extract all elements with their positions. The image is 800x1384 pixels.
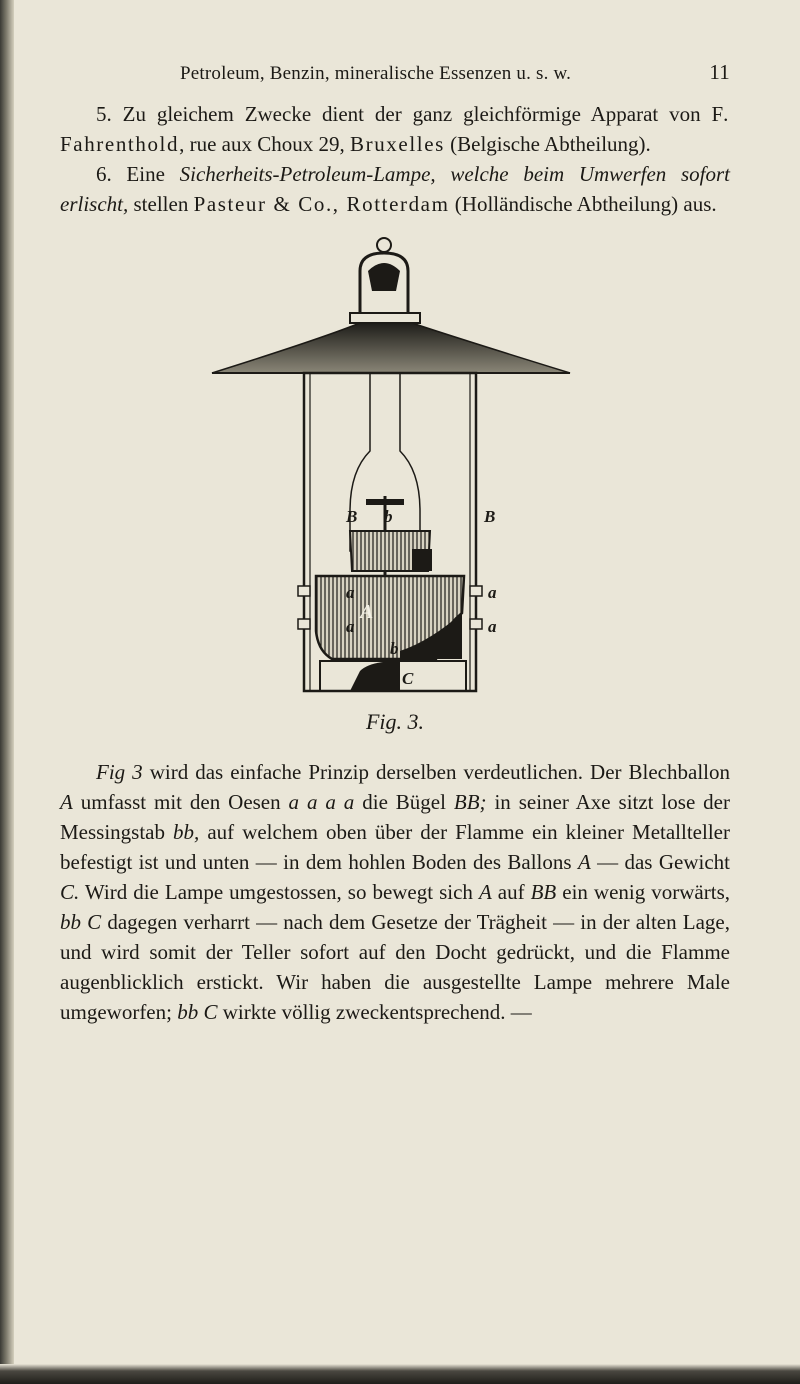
body-aaaa: a a a a xyxy=(288,790,355,814)
para5-name: F. Fahrenthold xyxy=(60,102,730,156)
lug-left-1 xyxy=(298,586,310,596)
para5-text-c: (Belgische Abtheilung). xyxy=(444,132,651,156)
paragraph-6 xyxy=(60,159,730,219)
page xyxy=(60,60,730,1027)
para6-firm: Pasteur & Co., Rotterdam xyxy=(193,192,450,216)
label-a-right-1: a xyxy=(488,583,497,602)
label-C: C xyxy=(402,669,414,688)
label-a-left-2: a xyxy=(346,617,355,636)
body-C1: C. xyxy=(60,880,80,904)
body-s9: ein wenig vorwärts, xyxy=(556,880,730,904)
para5-text-b: , rue aux Choux 29, xyxy=(179,132,350,156)
page-bottom-edge xyxy=(0,1364,800,1384)
metal-plate xyxy=(366,499,404,505)
lamp-illustration xyxy=(200,231,580,701)
body-s11: wirkte völlig zweckentsprechend. — xyxy=(217,1000,532,1024)
para5-text-a: 5. Zu gleichem Zwecke dient der ganz gleichförmige Apparat von xyxy=(96,102,712,126)
para6-text-b: stellen xyxy=(128,192,194,216)
collar xyxy=(350,313,420,323)
lug-right-2 xyxy=(470,619,482,629)
body-s4: in seiner Axe sitzt lose der Messingstab xyxy=(60,790,730,844)
body-s1: wird das einfache Prinzip derselben verdeutlichen. Der Blechballon xyxy=(142,760,730,784)
figure-3 xyxy=(60,231,730,751)
body-bb1: bb, xyxy=(173,820,200,844)
body-bbC2: bb C xyxy=(177,1000,218,1024)
book-spine-shadow xyxy=(0,0,14,1384)
label-a-right-2: a xyxy=(488,617,497,636)
figure-caption: Fig. 3. xyxy=(365,709,425,734)
running-head xyxy=(180,60,730,85)
page-number: 11 xyxy=(709,60,730,84)
label-B-left: B xyxy=(346,507,358,526)
body-s10: dagegen verharrt — nach dem Gesetze der Trägheit — in der alten Lage, und wird somit der Teller sofort auf den Docht gedrückt, und die Flamme augenblicklich erstickt. Wir haben die ausgestellte Lampe mehrere Male umgeworfen; xyxy=(60,910,730,1024)
body-s3: die Bügel xyxy=(354,790,454,814)
lug-right-1 xyxy=(470,586,482,596)
label-a-left-1: a xyxy=(346,583,355,602)
chimney-dome xyxy=(368,263,400,291)
lug-left-2 xyxy=(298,619,310,629)
label-b-bottom: b xyxy=(390,639,399,658)
para6-text-a: 6. Eine xyxy=(96,162,180,186)
label-b-top: b xyxy=(384,507,393,526)
label-B-right: B xyxy=(484,507,496,526)
body-A3: A xyxy=(478,880,492,904)
para6-title: Sicherheits-Petroleum-Lampe, welche beim Umwerfen sofort erlischt, xyxy=(60,162,731,216)
para6-text-c: (Holländische Abtheilung) aus. xyxy=(449,192,717,216)
paragraph-body xyxy=(60,757,730,1027)
fig-ref: Fig 3 xyxy=(96,760,143,784)
running-title: Petroleum, Benzin, mineralische Essenzen u. s. w. xyxy=(180,63,572,84)
body-s5: auf welchem oben über der Flamme ein kleiner Metallteller befestigt ist und unten — in dem hohlen Boden des Ballons xyxy=(60,820,730,874)
body-A1: A xyxy=(60,790,73,814)
label-A: A xyxy=(360,601,374,623)
para5-city: Bruxelles xyxy=(350,132,445,156)
body-BB1: BB; xyxy=(453,790,487,814)
body-bbC1: bb C xyxy=(60,910,102,934)
body-s7: Wird die Lampe umgestossen, so bewegt sich xyxy=(79,880,479,904)
body-s8: auf xyxy=(491,880,531,904)
body-s6: — das Gewicht xyxy=(590,850,730,874)
body-s2: umfasst mit den Oesen xyxy=(72,790,289,814)
body-BB2: BB xyxy=(530,880,557,904)
paragraph-5 xyxy=(60,99,730,159)
hanging-ring xyxy=(377,238,391,252)
body-A2: A xyxy=(577,850,591,874)
lamp-shade xyxy=(212,323,570,373)
